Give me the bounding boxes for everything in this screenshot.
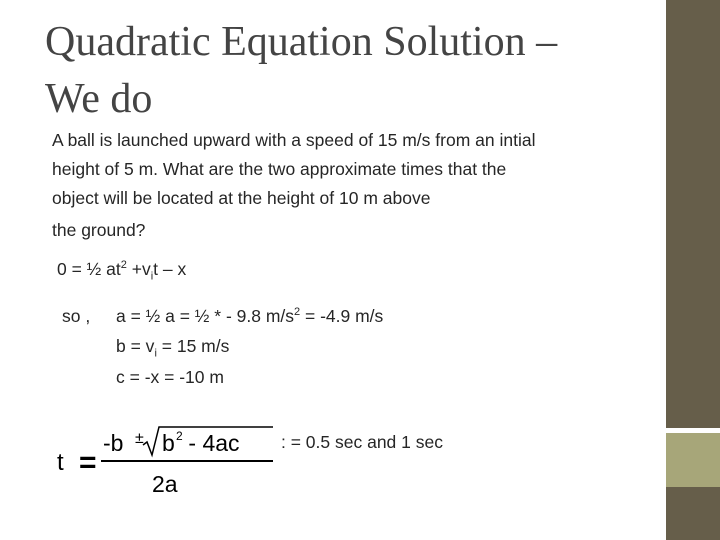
coefficient-b-post: = 15 m/s xyxy=(156,336,230,356)
radicand-b: b xyxy=(162,430,175,456)
coefficient-a-text: a = ½ a = ½ * - 9.8 m/s xyxy=(116,306,295,326)
formula-equals: = xyxy=(79,446,97,479)
equation-prefix: 0 = ½ at xyxy=(57,259,121,279)
so-label: so , xyxy=(62,306,91,326)
quadratic-formula xyxy=(55,425,275,500)
problem-line: the ground? xyxy=(52,220,146,240)
equation-mid: +v xyxy=(126,259,151,279)
equation-exponent: 2 xyxy=(120,259,127,272)
formula-t: t xyxy=(57,449,64,476)
formula-plus-minus: ± xyxy=(135,430,144,447)
equation-suffix: t – x xyxy=(153,259,187,279)
slide-title xyxy=(45,14,645,128)
formula-neg-b: -b xyxy=(103,430,124,456)
formula-denominator: 2a xyxy=(152,471,178,497)
answer-text: : = 0.5 sec and 1 sec xyxy=(281,432,443,452)
coefficient-b-subscript: i xyxy=(154,347,157,360)
problem-statement xyxy=(52,126,632,245)
problem-line: object will be located at the height of 10 m above xyxy=(52,188,431,208)
coefficient-a-tail: = -4.9 m/s xyxy=(300,306,384,326)
problem-line: height of 5 m. What are the two approximate times that the xyxy=(52,159,507,179)
coefficient-a-exponent: 2 xyxy=(294,306,301,319)
motion-equation xyxy=(57,259,187,283)
title-line-2: We do xyxy=(45,76,153,122)
problem-line: A ball is launched upward with a speed of 15 m/s from an intial xyxy=(52,130,536,150)
title-line-1: Quadratic Equation Solution – xyxy=(45,19,558,65)
coefficient-b xyxy=(116,336,230,360)
quadratic-formula-graphic xyxy=(55,425,275,500)
radicand-rest: - 4ac xyxy=(182,430,240,456)
coefficient-b-pre: b = v xyxy=(116,336,155,356)
sidebar-accent-block xyxy=(666,433,720,487)
equation-subscript: i xyxy=(150,270,154,283)
coefficient-a xyxy=(116,306,383,327)
coefficient-c: c = -x = -10 m xyxy=(116,367,224,387)
radicand-exponent: 2 xyxy=(176,429,183,443)
